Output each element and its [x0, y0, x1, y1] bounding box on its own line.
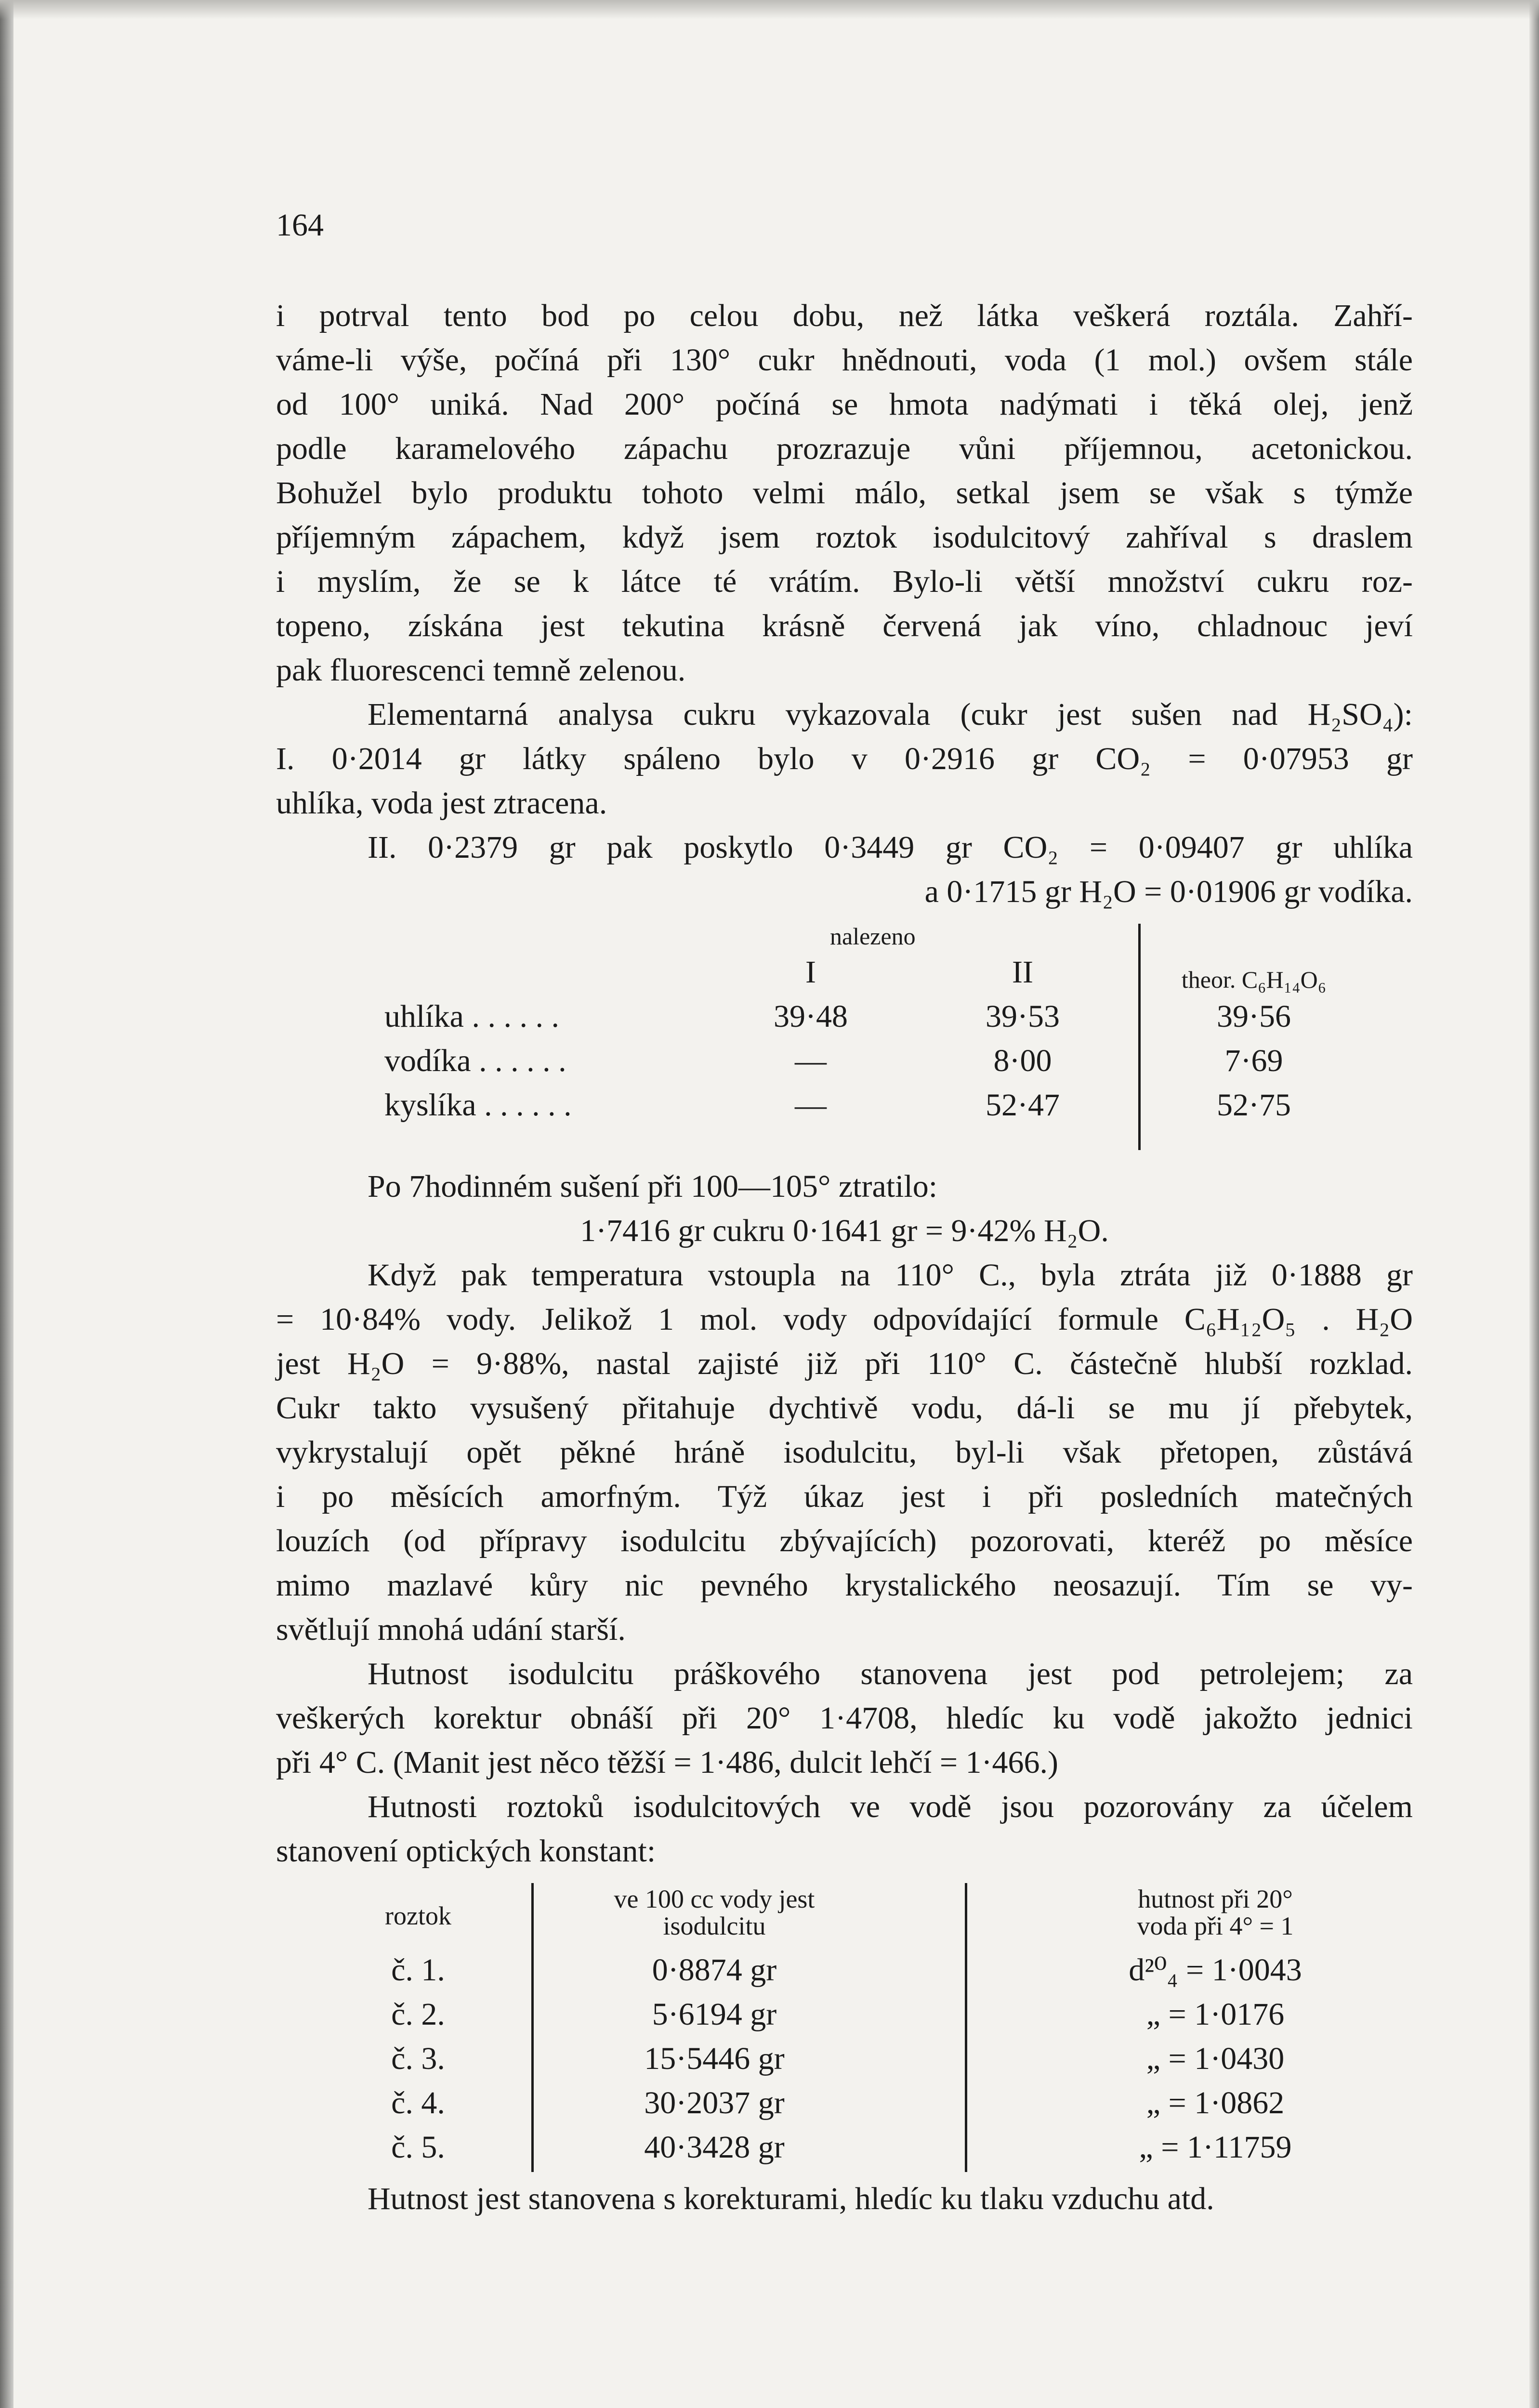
text-line: = 10·84% vody. Jelikož 1 mol. vody odpovídající formule C₆H₁₂O₅ . H₂O	[276, 1302, 1413, 1337]
table-cell: 52·47	[986, 1087, 1060, 1123]
page-right-edge	[1529, 0, 1539, 2408]
table-cell: č. 4.	[391, 2085, 445, 2120]
paragraph-analysis	[276, 693, 1413, 914]
text-line: pak fluorescenci temně zelenou.	[276, 653, 686, 688]
table-header-density-1: hutnost při 20°	[1138, 1885, 1293, 1913]
text-line: od 100° uniká. Nad 200° počíná se hmota nadýmati i těká olej, jenž	[276, 387, 1413, 422]
analysis-table	[276, 914, 1413, 1165]
table-cell: č. 2.	[391, 1997, 445, 2032]
table-cell: 39·48	[774, 999, 848, 1034]
table-cell: „ = 1·0176	[1146, 1997, 1285, 2032]
table-header-col-theor: theor. C₆H₁₄O₆	[1181, 966, 1327, 993]
table-header-col-ii: II	[1012, 955, 1033, 990]
table-cell: „ = 1·0862	[1146, 2085, 1285, 2120]
text-line: stanovení optických konstant:	[276, 1833, 656, 1869]
page-body	[276, 294, 1413, 2221]
table-cell: —	[795, 1043, 827, 1078]
text-line: váme-li výše, počíná při 130° cukr hnědnouti, voda (1 mol.) ovšem stále	[276, 342, 1413, 378]
table-cell: 39·53	[986, 999, 1060, 1034]
text-line: louzích (od přípravy isodulcitu zbývajících) pozorovati, kteréž po měsíce	[276, 1523, 1413, 1558]
table-header-col-i: I	[805, 955, 816, 990]
table-cell: č. 1.	[391, 1952, 445, 1988]
table-divider	[531, 1883, 534, 2172]
table-cell: „ = 1·0430	[1146, 2041, 1285, 2076]
text-line: světlují mnohá udání starší.	[276, 1612, 626, 1647]
text-line: Po 7hodinném sušení při 100—105° ztratilo:	[368, 1169, 938, 1204]
paragraph-caramel	[276, 294, 1413, 693]
table-divider	[1138, 924, 1141, 1150]
text-line: vykrystalují opět pěkné hráně isodulcitu, byl-li však přetopen, zůstává	[276, 1435, 1413, 1470]
page-top-shadow	[0, 0, 1539, 19]
table-header-water-1: ve 100 cc vody jest	[614, 1885, 815, 1913]
table-header-density-2: voda při 4° = 1	[1137, 1911, 1294, 1940]
text-line: jest H₂O = 9·88%, nastal zajisté již při 110° C. částečně hlubší rozklad.	[276, 1346, 1413, 1381]
text-line: i myslím, že se k látce té vrátím. Bylo-li větší množství cukru roz-	[276, 564, 1413, 599]
table-cell: —	[795, 1087, 827, 1123]
table-row-label: uhlíka . . . . . .	[384, 999, 559, 1034]
table-cell: 15·5446 gr	[644, 2041, 785, 2076]
table-cell: 40·3428 gr	[644, 2130, 785, 2165]
text-line: při 4° C. (Manit jest něco těžší = 1·486, dulcit lehčí = 1·466.)	[276, 1745, 1058, 1780]
text-line: i po měsících amorfným. Týž úkaz jest i při posledních matečných	[276, 1479, 1413, 1514]
table-cell: 7·69	[1224, 1043, 1283, 1078]
paragraph-final	[276, 2177, 1413, 2221]
table-cell: č. 3.	[391, 2041, 445, 2076]
text-line: uhlíka, voda jest ztracena.	[276, 785, 607, 821]
table-cell: 52·75	[1217, 1087, 1291, 1123]
table-divider	[965, 1883, 967, 2172]
paragraph-temperature	[276, 1253, 1413, 1652]
table-cell: 39·56	[1217, 999, 1291, 1034]
table-cell: d²⁰₄ = 1·0043	[1129, 1952, 1302, 1988]
table-header-water-2: isodulcitu	[663, 1911, 766, 1940]
table-header-found: nalezeno	[830, 923, 916, 950]
text-line: podle karamelového zápachu prozrazuje vůni příjemnou, acetonickou.	[276, 431, 1413, 466]
text-line: 1·7416 gr cukru 0·1641 gr = 9·42% H₂O.	[580, 1213, 1109, 1248]
table-cell: 0·8874 gr	[652, 1952, 777, 1988]
text-line: mimo mazlavé kůry nic pevného krystalického neosazují. Tím se vy-	[276, 1568, 1413, 1603]
text-line: Cukr takto vysušený přitahuje dychtivě vodu, dá-li se mu jí přebytek,	[276, 1390, 1413, 1426]
table-cell: č. 5.	[391, 2130, 445, 2165]
table-cell: 8·00	[993, 1043, 1052, 1078]
text-line: Když pak temperatura vstoupla na 110° C., byla ztráta již 0·1888 gr	[368, 1257, 1413, 1293]
text-line: Hutnost isodulcitu práškového stanovena jest pod petrolejem; za	[368, 1656, 1413, 1691]
text-line: topeno, získána jest tekutina krásně červená jak víno, chladnouc jeví	[276, 608, 1413, 643]
page-number: 164	[276, 208, 324, 243]
text-line: Elementarná analysa cukru vykazovala (cukr jest sušen nad H₂SO₄):	[368, 697, 1413, 732]
table-cell: 5·6194 gr	[652, 1997, 777, 2032]
table-row-label: vodíka . . . . . .	[384, 1043, 566, 1078]
paragraph-density	[276, 1652, 1413, 1785]
density-table	[276, 1878, 1413, 2177]
text-line: příjemným zápachem, když jsem roztok isodulcitový zahříval s draslem	[276, 520, 1413, 555]
paragraph-solutions	[276, 1785, 1413, 1873]
table-row-label: kyslíka . . . . . .	[384, 1087, 572, 1123]
text-line: Bohužel bylo produktu tohoto velmi málo, setkal jsem se však s týmže	[276, 475, 1413, 510]
text-line: i potrval tento bod po celou dobu, než látka veškerá roztála. Zahří-	[276, 298, 1413, 333]
text-line: a 0·1715 gr H₂O = 0·01906 gr vodíka.	[924, 874, 1413, 909]
text-line: I. 0·2014 gr látky spáleno bylo v 0·2916 gr CO₂ = 0·07953 gr	[276, 741, 1413, 776]
text-line: II. 0·2379 gr pak poskytlo 0·3449 gr CO₂ = 0·09407 gr uhlíka	[368, 830, 1413, 865]
table-cell: 30·2037 gr	[644, 2085, 785, 2120]
table-header-solution: roztok	[385, 1901, 451, 1930]
page-left-edge	[0, 0, 13, 2408]
paragraph-drying	[276, 1165, 1413, 1253]
text-line: Hutnosti roztoků isodulcitových ve vodě jsou pozorovány za účelem	[368, 1789, 1413, 1824]
table-cell: „ = 1·11759	[1139, 2130, 1292, 2165]
text-line: Hutnost jest stanovena s korekturami, hledíc ku tlaku vzduchu atd.	[368, 2181, 1214, 2216]
text-line: veškerých korektur obnáší při 20° 1·4708, hledíc ku vodě jakožto jednici	[276, 1701, 1413, 1736]
